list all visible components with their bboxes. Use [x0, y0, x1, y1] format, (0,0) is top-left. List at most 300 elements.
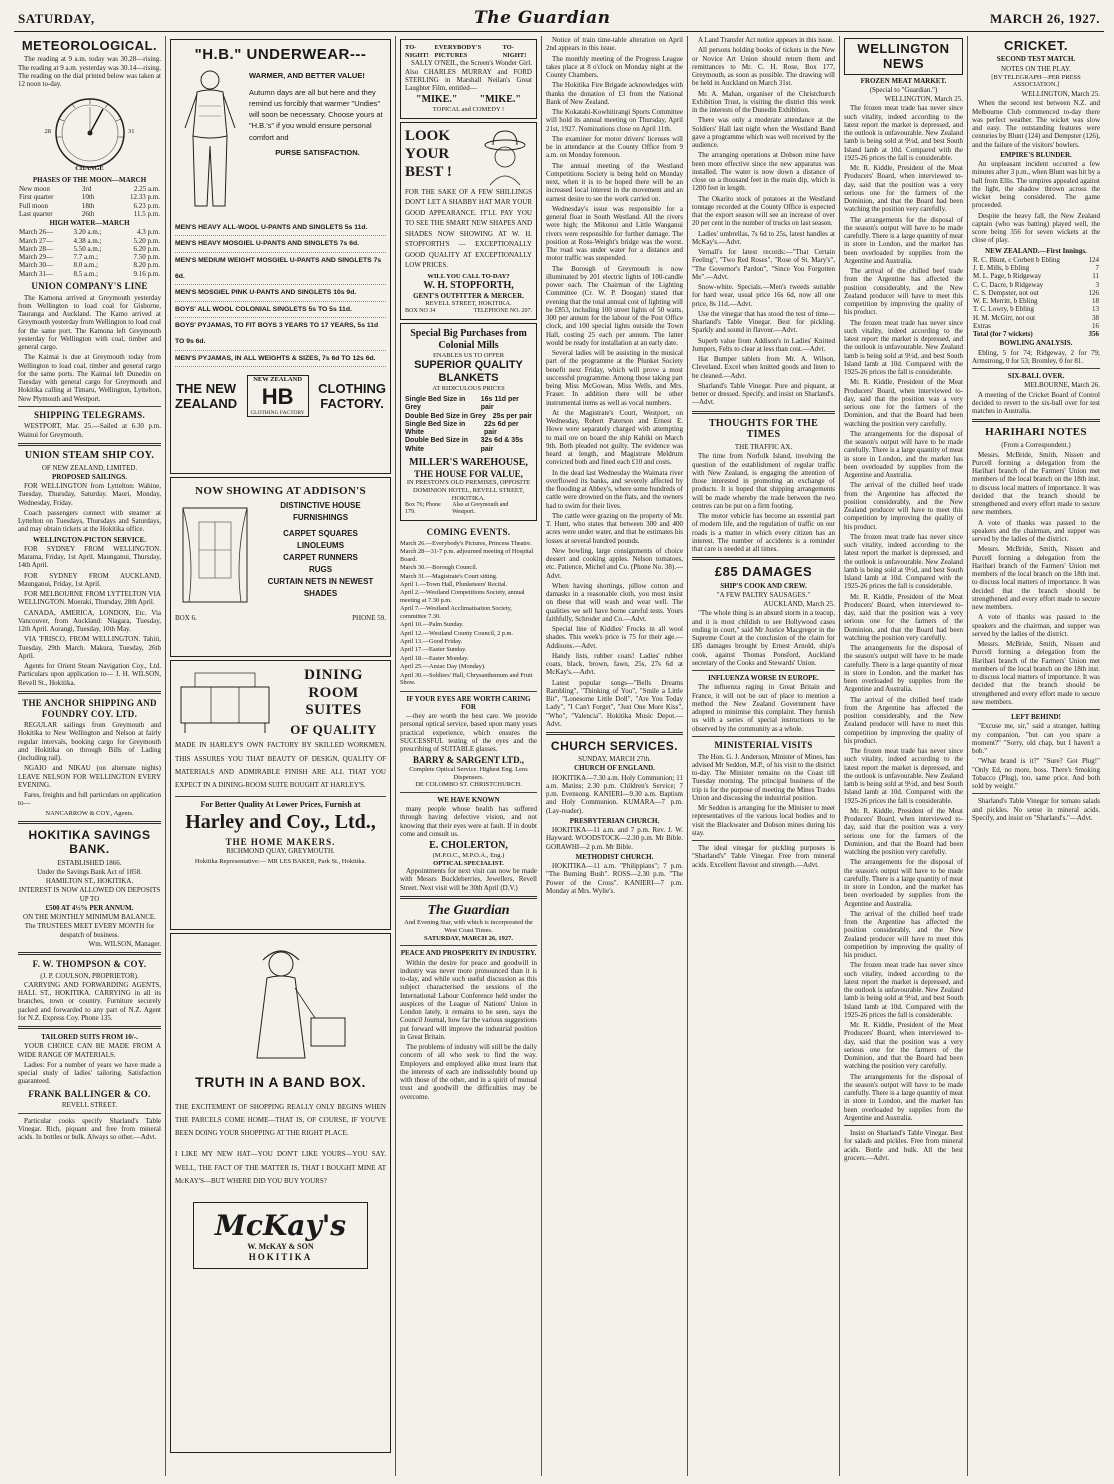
c6-text-1: The frozen meat trade has never since such vitality, indeed according to the latest report the market is depressed, and the outlook is unfavourable. New Zealand lamb is being sold at 9½d, and best South Island lamb at 10d. Compared with the 1925-26 prices the fall is considerable.: [844, 104, 963, 162]
ministerial-text-2: Mr Seddon is arranging for the Minister to meet representatives of the various local bodies and to visit the Blackwater and Dobson mines during his stay.: [692, 804, 835, 837]
peace-prosperity-text-2: The problems of industry will still be the daily concern of all who seek to find the way. Employers and employed alike must learn that the interests of each are indissolubly bound up with those of the other, and in a spirit of mutual trust and goodwill the difficulties may be overcome.: [400, 1043, 537, 1101]
frank-ballinger-street: REVELL STREET.: [61, 1101, 118, 1110]
c5-text-6: Ladies' umbrellas, 7s 6d to 25s, latest handles at McKay's.—Advt.: [692, 229, 835, 246]
sharland-advert: Particular cooks specify Sharland's Table Vinegar. Rich, piquant and free from mineral acids. In bottles or bulk. Always so other.—Advt.: [18, 1116, 161, 1142]
barry-sargent-address: DE COLOMBO ST. CHRISTCHURCH.: [415, 781, 522, 789]
anchor-shipping-heading: THE ANCHOR SHIPPING AND FOUNDRY COY. LTD.: [22, 697, 157, 719]
high-water-cell: 4.38 a.m.;: [73, 236, 102, 245]
blanket-price-row: [405, 396, 532, 413]
innings-row: [972, 264, 1100, 272]
addisons-sub: DISTINCTIVE HOUSE FURNISHINGS: [280, 500, 361, 522]
innings-row: [972, 281, 1100, 289]
harihari-text: Messrs. McBride, Smith, Nissen and Purcell forming a delegation from the Harihari branch of the Farmers' Union met members of the local branch on the 18th inst. to discuss local matters of importance. It was decided that the branch should be strengthened and every effort made to secure new members.: [972, 450, 1100, 517]
usc-wellington: FOR WELLINGTON from Lyttelton: Wahine, Tuesday, Thursday, Saturday. Maori, Monday, Wednesday, Friday.: [18, 482, 161, 507]
barry-sargent-name: BARRY & SARGENT LTD.,: [412, 755, 525, 766]
eyes-text: —they are worth the best care. We provide personal optical service, based upon many years practical experience, which ensures the SUCCESSFUL testing of the eyes and the prescribing of SUITABLE glasses.: [400, 712, 537, 754]
man-in-hat-illustration-icon: [478, 127, 532, 187]
man-in-underwear-illustration-icon: [175, 66, 245, 216]
mckays-advert: [170, 933, 391, 1453]
topical-comedy: TOPICAL and COMEDY !: [432, 106, 505, 114]
anchor-text: REGULAR sailings from Greymouth and Hokitika to New Wellington and Nelson at fairly regular intervals, booking cargo for Greymouth and Hokitika on through Bills of Lading (including rail).: [18, 721, 161, 763]
high-water-cell: 5.20 p.m.: [133, 236, 160, 245]
coming-event-item: April 17.—Easter Sunday.: [400, 646, 467, 654]
hb-price-item: MEN'S MEDIUM WEIGHT MOSGIEL U-PANTS AND SINGLETS 7s 6d.: [175, 253, 386, 285]
coming-event-item: April 25.—Anzac Day (Monday).: [400, 663, 486, 671]
addisons-heading: NOW SHOWING AT ADDISON'S: [195, 485, 366, 497]
moon-phase-cell: Full moon: [19, 201, 48, 210]
moon-phase-cell: 18th: [81, 201, 95, 210]
ideal-vinegar: The ideal vinegar for pickling purposes is "Sharland's" Table Vinegar. Free from mineral acids. Excellent flavour and strength.—Advt.: [692, 844, 835, 869]
bank-street: HAMILTON ST., HOKITIKA.: [45, 877, 134, 886]
harley-rep: Hokitika Representative:— MR LES BAKER, Park St., Hokitika.: [194, 858, 367, 866]
barometer-left-label: 28: [44, 127, 51, 135]
everybodys-pictures: EVERYBODY'S PICTURES: [434, 44, 482, 59]
column-3: [396, 36, 542, 1476]
ministerial-heading: MINISTERIAL VISITS: [714, 739, 813, 750]
hb-logo-letters: HB: [261, 383, 294, 409]
harihari-heading: HARIHARI NOTES: [985, 426, 1087, 439]
blanket-price: 32s 6d & 35s pair: [480, 437, 523, 453]
column-6: [840, 36, 968, 1476]
hb-factory: FACTORY.: [320, 396, 384, 412]
bank-act: Under the Savings Bank Act of 1858.: [37, 867, 142, 876]
hb-price-list: [175, 220, 386, 368]
hb-underwear-heading: "H.B." UNDERWEAR---: [194, 46, 367, 63]
bank-trustees: The TRUSTEES MEET EVERY MONTH for despatch of business.: [24, 922, 155, 939]
c4-notice: Notice of train time-table alteration on April 2nd appears in this issue.: [546, 36, 683, 53]
innings-cell: R. C. Blunt, c Corbett b Ebling: [973, 255, 1060, 264]
addisons-phone: PHONE 59.: [352, 613, 386, 622]
ministerial-text: The Hon. G. J. Anderson, Minister of Mines, has advised Mr Seddon, M.P., of his visit to the district to-day. The Minister remains on the Coast till Tuesday morning. The principal business of the trip is for the purpose of meeting the Mines Trades Union and discussing the industrial position.: [692, 752, 835, 802]
harley-advert: [170, 660, 391, 930]
coming-event-item: March 31.—Magistrate's Court sitting.: [400, 572, 498, 580]
hb-price-item: MEN'S MOSGIEL PINK U-PANTS AND SINGLETS 10s 9d.: [175, 285, 386, 302]
hb-purse-satisfaction: PURSE SATISFACTION.: [275, 147, 360, 157]
millers-box: Box 76; Phone 179.: [405, 502, 441, 516]
bowling-heading: BOWLING ANALYSIS.: [999, 339, 1073, 348]
cholerton-role: OPTICAL SPECIALIST.: [433, 859, 504, 867]
c5-text-9: Use the vinegar that has stood the test of time—Sharland's Table Vinegar. Best for pickling. Sparkly and sound in flavour.—Advt.: [692, 309, 835, 335]
dining-room-illustration: [175, 665, 386, 739]
bank-established: ESTABLISHED 1866.: [57, 858, 122, 867]
c4-text-8: Several ladies will be assisting in the musical part of the programme at the Plunket Society benefit next Friday, which will prove a most successful programme. Among those taking part being Miss McGowan, Miss Wells, and Mrs. Fraser. In addition there will be other instrumental items as well as vocal numbers.: [546, 349, 683, 407]
church-england-heading: CHURCH OF ENGLAND.: [574, 764, 655, 773]
addisons-advert: [170, 477, 391, 657]
usc-picton: WELLINGTON-PICTON SERVICE.: [32, 535, 147, 544]
hb-price-item: BOYS' ALL WOOL COLONIAL SINGLETS 5s TO 5s 11d.: [175, 302, 386, 319]
church-method-heading: METHODIST CHURCH.: [575, 852, 654, 861]
high-water-cell: March 28—: [19, 244, 54, 253]
best-word: BEST !: [405, 163, 452, 180]
innings-cell: 18: [1092, 297, 1099, 306]
high-water-cell: 6.20 p.m.: [133, 244, 160, 253]
moon-phase-cell: 11.5 p.m.: [133, 209, 160, 218]
church-england-text: HOKITIKA—7.30 a.m. Holy Communion; 11 a.m. Matins; 2.30 p.m. Children's Service; 7 p.m. Evensong. KANIERI—9.30 a.m. Baptism and Holy Communion. KUMARA—7 p.m. (Lay-reader).: [546, 773, 683, 815]
dining-room-sub: OF QUALITY: [290, 722, 377, 738]
stopforth-street: REVELL STREET, HOKITIKA.: [425, 300, 512, 308]
addisons-box: BOX 6.: [175, 613, 197, 622]
c4-text-9: At the Magistrate's Court, Westport, on Wednesday, Robert Paterson and Ernest E. Howe were separately charged with attempting to mail ore on board the ship Kahiki on March 9th. Both pleaded not guilty. The evidence was heard at length, and Magistrate Meldrum convicted both and fined each £10 and costs.: [546, 408, 683, 467]
c5-text-7: Vernall's for latest records:—"That Certain Feeling", "Two Red Roses", "Rose of St. Mary's", "The Governor's Pardon", "Since You Forgotten Me".—Advt.: [692, 248, 835, 281]
c6-text-2e: Mr. R. Kiddle, President of the Meat Producers' Board, when interviewed to-day, said that the position was a very serious one for the farmers of the Dominion, and that the Board had been watching the position very carefully.: [844, 1021, 963, 1071]
innings-cell: H. M. McGirr, not out: [973, 313, 1036, 322]
blanket-price-row: [405, 437, 532, 454]
curtained-window-illustration-icon: [175, 500, 255, 610]
innings-cell: C. S. Dempster, not out: [973, 288, 1039, 297]
c5-text-5: The Okarito stock of potatoes at the Westland tonnage recorded at the County Office is expected that the export season will see an increase of over 20 per cent in the number of trucks on last season.: [692, 194, 835, 228]
c4-text-1: The monthly meeting of the Progress League takes place at 8 o'clock on Monday night at the County Chambers.: [546, 54, 683, 79]
tonight-label-left: TO-NIGHT!: [405, 44, 429, 59]
band-box-text-2: I LIKE MY NEW HAT—YOU DON'T LIKE YOURS—YOU SAY. WELL, THE FACT OF THE MATTER IS, THAT I BOUGHT MINE AT McKAY'S—BUT WHERE DID YOU BUY YOURS?: [175, 1150, 386, 1185]
shipping-telegrams-text: WESTPORT, Mar. 25.—Sailed at 6.30 p.m. Wainui for Greymouth.: [18, 422, 161, 439]
damages-sub: SHIP'S COOK AND CREW.: [720, 581, 807, 590]
moon-phase-row: [18, 185, 161, 193]
mckays-logo: McKay's: [214, 1209, 347, 1243]
c4-text-10: In the dead last Wednesday the Waimata river overflowed its banks, and severely affected by the flooding at Abbey's, where some hundreds of cattle were drowned on the flats, and the owners had to swim for their lives.: [546, 468, 683, 510]
c6-text-3b: The arrangements for the disposal of the season's output will have to be made carefully. There is a large quantity of meat in store in London, and the market has been overloaded by supplies from the Argentine and Australia.: [844, 429, 963, 480]
coming-events-list: [400, 540, 537, 687]
bowling-text: Ebling, 5 for 74; Ridgeway, 2 for 79; Armstrong, 0 for 53; Bromley, 0 for 81.: [972, 348, 1100, 365]
millers-name: MILLER'S WAREHOUSE,: [409, 456, 528, 468]
stopforth-phone: TELEPHONE NO. 207.: [473, 308, 532, 315]
guardian-editorial-sub: And Evening Star, with which is incorporated the West Coast Times.: [404, 919, 533, 935]
coming-event-item: April 1.—Town Hall, Plunketeers' Recital.: [400, 581, 508, 589]
c6-text-2: Mr. R. Kiddle, President of the Meat Producers' Board, when interviewed to-day, said that the position was a very serious one for the farmers of the Dominion, and that the Board had been watching the position very carefully.: [844, 164, 963, 214]
cricket-text-1: When the second test between N.Z. and Melbourne Club commenced to-day there was perfect weather. The wicket was slow and easy. The outstanding features were centuries by Blunt (124) and Dempster (126), and the failure of the visitors' bowlers.: [972, 99, 1100, 149]
innings-scorecard: [972, 256, 1100, 330]
c6-text-2b: Mr. R. Kiddle, President of the Meat Producers' Board, when interviewed to-day, said that the position was a very serious one for the farmers of the Dominion, and that the Board had been watching the position very carefully.: [844, 378, 963, 428]
notes-on-play: NOTES ON THE PLAY.: [1001, 64, 1071, 73]
c4-text-14: Special line of Kiddies' Frocks in all wool shades. This week's price is 75 for their age.—Addisons.—Advt.: [546, 625, 683, 650]
mike-title-right: "MIKE.": [479, 94, 521, 106]
high-water-cell: 8.20 p.m.: [133, 261, 160, 270]
millers-advert: [400, 323, 537, 521]
c4-text-16: Latest popular songs—"Bells Dreams Rambling", "Thinking of You", "Smile a Little Bit", "Lonesome Little Doll", "Are You Today Lady", "I Can't Forget", "Just One More Kiss", "Who", "Valencia". Hokitika Music Depot.—Advt.: [546, 678, 683, 728]
six-ball-heading: SIX-BALL OVER.: [1007, 372, 1065, 381]
cholerton-text: Appointments for next visit can now be made with Messrs Buckleberries, Jewellers, Revell Street. Next visit will be 30th April (D.V.): [400, 867, 537, 892]
harihari-sub: (From a Correspondent.): [1001, 441, 1071, 450]
innings-cell: J. E. Mills, b Ebling: [973, 264, 1030, 273]
masthead-date: MARCH 26, 1927.: [989, 11, 1100, 26]
moon-phase-cell: 26th: [81, 209, 95, 218]
blanket-price-list: [405, 396, 532, 454]
woman-with-hatbox-illustration-icon: [181, 938, 381, 1068]
moon-phase-row: [18, 210, 161, 218]
influenza-text: The influenza raging in Great Britain and France, it will not be out of place to mention a method the New Zealand Government have adopted to minimise this complaint. They furnish us with a series of special instructions to be observed by the community as a whole.: [692, 683, 835, 733]
hb-autumn-text: Autumn days are all but here and they remind us forcibly that warmer "Undies" will soon be necessary. Choose yours at "H.B.'s" if you would ensure personal comfort and: [249, 87, 383, 142]
c5-text-4: The arranging operations at Dobson mine have been more effective since the new apparatus was installed. The water is now down a distance of close on a thousand feet in the main dip, which is 1200 feet in length.: [692, 151, 835, 193]
innings-row: [972, 314, 1100, 322]
c6-text-3e: The arrangements for the disposal of the season's output will have to be made carefully. There is a large quantity of meat in store in London, and the market has been overloaded by supplies from the Argentine and Australia.: [844, 1072, 963, 1122]
innings-cell: T. C. Lowry, b Ebling: [973, 305, 1035, 314]
thoughts-text: The time from Norfolk Island, involving the question of the establishment of regular traffic with New Zealand, is engaging the attention of those interested in promoting an exchange of products. It is hoped that shipping arrangements will be made whereby the trade between the two centres can be put on a firm footing.: [692, 452, 835, 510]
c5-text-1: All persons holding books of tickets in the New or Novice Art Union should return them and remittances to Mr. C. H. Rose, Box 177, Greymouth, as soon as possible. The drawing will be held in Auckland on March 31st.: [692, 46, 835, 88]
innings-row: [972, 272, 1100, 280]
ladies-tailoring-text: Ladies: For a number of years we have made a special study of ladies' tailoring. Satisfaction guaranteed.: [18, 1060, 161, 1086]
mike-title-left: "MIKE.": [416, 94, 458, 106]
mckays-sub: W. McKAY & SON: [247, 1242, 314, 1252]
church-method-text: HOKITIKA—11 a.m. "Philippians"; 7 p.m. "The Burning Bush". ROSS—2.30 p.m. "The Power of the Cross". KANIERI—7 p.m. Monday at Mrs. Wylie's.: [546, 862, 683, 895]
usc-frisco: VIA 'FRISCO, FROM WELLINGTON. Tahiti, Tuesday, 29th March. Makura, Tuesday, 26th April.: [18, 635, 161, 660]
barometer-dial: [18, 91, 161, 173]
coming-event-item: March 26.—Everybody's Pictures, Princess Theatre.: [400, 539, 532, 547]
church-services-heading: CHURCH SERVICES.: [550, 739, 679, 753]
innings-cell: M. L. Page, b Ridgeway: [973, 272, 1042, 281]
innings-row: [972, 322, 1100, 330]
hb-underwear-advert: [170, 39, 391, 474]
harihari-text-c: Messrs. McBride, Smith, Nissen and Purcell forming a delegation from the Harihari branch of the Farmers' Union met members of the local branch on the 18th inst. to discuss local matters of importance. It was decided that the branch should be strengthened and every effort made to secure new members.: [972, 640, 1100, 706]
moon-phase-row: [18, 193, 161, 201]
millers-also: Also at Greymouth and Westport.: [452, 502, 509, 516]
usc-passengers: Coach passengers connect with steamer at Lyttelton on Tuesdays, Thursdays and Saturdays, and may obtain tickets at the Hokitika office.: [18, 508, 161, 534]
stopforth-trade: GENT'S OUTFITTER & MERCER.: [413, 292, 524, 301]
harley-makers: THE HOME MAKERS.: [225, 836, 336, 847]
c6-text-1b: The frozen meat trade has never since such vitality, indeed according to the latest report the market is depressed, and the outlook is unfavourable. New Zealand lamb is being sold at 9½d, and best South Island lamb at 10d. Compared with the 1925-26 prices the fall is considerable.: [844, 318, 963, 377]
choice-text: YOUR CHOICE CAN BE MADE FROM A WIDE RANGE OF MATERIALS.: [18, 1042, 161, 1059]
addisons-item: CARPET RUNNERS: [283, 552, 358, 562]
moon-phase-cell: 3rd: [81, 185, 92, 194]
hb-logo: [247, 375, 309, 417]
union-company-text-2: The Kaimai is due at Greymouth today from Wellington to load coal, timber and general cargo for the same ports. The Kaimai left Dunedin on Tuesday with general cargo for Greymouth and Hokitika calling at Timaru, Wellington, Lyttelton, New Plymouth and Westport.: [18, 353, 161, 403]
c5-text-10: Superb value from Addison's in Ladies' Knitted Jumpers, Felts to clear at less than cost.—Advt.: [692, 336, 835, 353]
coming-event-item: April 12.—Westland County Council, 2 p.m.: [400, 629, 514, 637]
high-water-cell: March 29—: [19, 253, 54, 262]
barry-sargent-text: Complete Optical Service. Highest Eng. Lens Dispensers.: [409, 765, 528, 781]
blanket-size: Double Bed Size in White: [405, 437, 469, 453]
innings-cell: 3: [1095, 280, 1099, 289]
barometer-right-label: 31: [128, 127, 135, 135]
stopforth-advert: [400, 122, 537, 320]
left-behind-text-2: "What brand is it?" "Sure? Got Plug!" "Only Ed, no more, boss. There's Smoking Tobacco (Plug), too, same price. And both sold by weight.": [972, 757, 1100, 791]
c6-text-4: The arrival of the chilled beef trade from the Argentine has affected the position considerably, and the New Zealand producer will have to meet this competition by improving the quality of his product.: [844, 267, 963, 317]
barometer-icon: [45, 91, 135, 171]
have-known-heading: WE HAVE KNOWN: [437, 795, 500, 804]
bank-minimum: ON THE MONTHLY MINIMUM BALANCE.: [23, 913, 156, 922]
c6-text-1d: The frozen meat trade has never since such vitality, indeed according to the latest report the market is depressed, and the outlook is unfavourable. New Zealand lamb is being sold at 9½d, and best South Island lamb at 10d. Compared with the 1925-26 prices the fall is considerable.: [844, 747, 963, 805]
column-5: [688, 36, 840, 1476]
innings-cell: C. C. Dacre, b Ridgeway: [973, 280, 1044, 289]
damages-sub-2: "A FEW PALTRY SAUSAGES.": [716, 590, 811, 599]
c4-text-2: The Hokitika Fire Brigade acknowledges with thanks the donation of £3 from the National Bank of New Zealand.: [546, 81, 683, 106]
harley-name: Harley and Coy., Ltd.,: [185, 811, 376, 834]
c4-text-3: The Kokatahi-Kowhitirangi Sports Committee will hold its annual meeting on Thursday, April 21st, 1927. Nominations close on April 11th.: [546, 108, 683, 133]
hb-zealand: ZEALAND: [175, 396, 238, 412]
coming-events-heading: COMING EVENTS.: [426, 527, 511, 538]
blanket-price: 22s 6d per pair: [483, 420, 519, 437]
innings-row: [972, 305, 1100, 313]
innings-heading: NEW ZEALAND.—First Innings.: [985, 246, 1087, 255]
bank-interest: INTEREST IS NOW ALLOWED ON DEPOSITS UP TO: [18, 886, 161, 903]
high-water-row: [18, 228, 161, 236]
harihari-text-b: Messrs. McBride, Smith, Nissen and Purcell forming a delegation from the Harihari branch of the Farmers' Union met members of the local branch on the 18th inst. to discuss local matters of importance. It was decided that the branch should be strengthened and every effort made to secure new members.: [972, 545, 1100, 612]
influenza-heading: INFLUENZA WORSE IN EUROPE.: [708, 674, 819, 683]
hb-logo-nz: NEW ZEALAND: [253, 376, 303, 384]
high-water-heading: HIGH WATER—MARCH: [49, 219, 130, 228]
addisons-items: [255, 528, 386, 600]
high-water-row: [18, 245, 161, 253]
addisons-item: CURTAIN NETS IN NEWEST SHADES: [267, 576, 374, 598]
blanket-size: Single Bed Size in Grey: [405, 396, 466, 412]
have-known-text: many people whose health has suffered through having defective vision, and not knowing that their eyes were at fault. If in doubt come and consult us.: [400, 805, 537, 838]
high-water-cell: 9.16 p.m.: [133, 269, 160, 278]
c6-text-2d: Mr. R. Kiddle, President of the Meat Producers' Board, when interviewed to-day, said that the position was a very serious one for the farmers of the Dominion, and that the Board had been watching the position very carefully.: [844, 806, 963, 857]
c4-text-6: Wednesday's issue was responsible for a general float in South Westland. All the rivers were high; the Mikonui and Little Wanganui rivers were responsible for further damage. The position at Ross-Weight's bridge was the worst. The road was under water for a distance and motor traffic was suspended.: [546, 204, 683, 263]
left-behind-text: "Excuse me, sir," said a stranger, halting my companion, "but can you spare a moment?" "Sorry, old chap, but I haven't a bob.": [972, 722, 1100, 756]
church-presby-text: HOKITIKA—11 a.m. and 7 p.m. Rev. J. W. Hayward. WOODSTOCK—2.30 p.m. Mr Bible. GORAWHI—2 p.m. Mr Bible.: [546, 826, 683, 851]
thompson-heading: F. W. THOMPSON & COY.: [32, 959, 147, 970]
hb-logo-clothing-factory: CLOTHING FACTORY: [250, 409, 305, 416]
hb-price-item: MEN'S PYJAMAS, IN ALL WEIGHTS & SIZES, 7s 6d TO 12s 6d.: [175, 351, 386, 368]
band-box-text: THE EXCITEMENT OF SHOPPING REALLY ONLY BEGINS WHEN THE PARCELS COME HOME—THAT IS, OF COURSE, IF YOU'VE BEEN DOING YOUR SHOPPING AT THE RIGHT PLACE.: [175, 1102, 386, 1138]
column-1: [14, 36, 166, 1476]
c4-text-12: New bowling, large consignments of choice dessert and cooking apples. Nelson tomatoes, etc. Patience, Michel and Co. (Phone No. 38).—Advt.: [546, 546, 683, 580]
cricket-text-2: An unpleasant incident occurred a few minutes after 3 p.m., when Blunt was hit by a ball from Ellis. The umpires appealed against the light, the shadow thrown across the wicket being considered. The game proceeded.: [972, 160, 1100, 210]
moon-phases-heading: PHASES OF THE MOON—MARCH: [32, 175, 147, 184]
call-today: WILL YOU CALL TO-DAY?: [427, 272, 510, 280]
c4-text-15: Handy lists, rubber coats! Ladies' rubber coats, black, brown, fawn, 25s, 27s 6d at McKay's.—Advt.: [546, 651, 683, 677]
meteorological-heading: METEOROLOGICAL.: [21, 38, 158, 53]
high-water-row: [18, 261, 161, 269]
addisons-item: LINOLEUMS: [296, 540, 345, 550]
ridiculous-prices: AT RIDICULOUS PRICES: [432, 385, 505, 393]
c6-sharland: Insist on Sharland's Table Vinegar. Best for salads and pickles. Free from mineral acids. Bottle and bulk. All the best grocers.—Advt.: [844, 1129, 963, 1162]
c5-text-3: There was only a moderate attendance at the Soldiers' Hall last night when the Westland Band gave a programme which was well received by the audience.: [692, 116, 835, 149]
c5-text-12: Sharland's Table Vinegar. Pure and piquant, at better or dressed. Specify, and insist on Sharland's.—Advt.: [692, 381, 835, 407]
blanket-price: 25s per pair: [492, 412, 532, 420]
thompson-sub: (J. P. COULSON, PROPRIETOR).: [40, 971, 139, 980]
c5-text-8: Snow-white. Specials.—Men's tweeds suitable for hard wear, usual price 16s 6d, now all one price, 8s 11d.—Advt.: [692, 283, 835, 308]
c6-text-3: The arrangements for the disposal of the season's output will have to be made carefully. There is a large quantity of meat in store in London, and the market has been overloaded by supplies from the Argentine and Australia.: [844, 215, 963, 265]
column-7: [968, 36, 1104, 1476]
usc-agents: Agents for Orient Steam Navigation Coy., Ltd. Particulars upon application to— J. H. WILSON, Revell St., Hokitika.: [18, 662, 161, 687]
innings-row: [972, 289, 1100, 297]
innings-cell: 16: [1092, 321, 1099, 330]
innings-cell: 38: [1092, 313, 1099, 322]
second-test-heading: SECOND TEST MATCH.: [996, 55, 1076, 64]
your-word: YOUR: [405, 145, 450, 162]
high-water-row: [18, 253, 161, 261]
innings-row: [972, 297, 1100, 305]
moon-phases-table: [18, 185, 161, 218]
innings-cell: W. E. Merritt, b Ebling: [973, 297, 1038, 306]
millers-house: THE HOUSE FOR VALUE,: [414, 468, 523, 479]
usc-melbourne: FOR MELBOURNE FROM LYTTELTON VIA WELLINGTON. Moeraki, Thursday, 28th April.: [18, 590, 161, 607]
hb-the-new: THE NEW: [176, 381, 237, 397]
c6-text-3d: The arrangements for the disposal of the season's output will have to be made carefully. There is a large quantity of meat in store in London, and the market has been overloaded by supplies from the Argentine and Australia.: [844, 858, 963, 908]
everybodys-pictures-advert: [400, 39, 537, 119]
anchor-ngaio: NGAIO and NIKAU (on alternate nights) LEAVE NELSON FOR WELLINGTON EVERY EVENING.: [18, 764, 161, 789]
anchor-fares: Fares, freights and full particulars on application to—: [18, 791, 161, 808]
harihari-text-2: A vote of thanks was passed to the speakers and the chairman, and supper was served by the ladies of the district.: [972, 518, 1100, 544]
proposed-sailings-heading: PROPOSED SAILINGS.: [51, 472, 128, 481]
c4-text-5: The annual meeting of the Westland Competitions Society is being held on Monday next, when it is to be hoped there will be an increased local interest in the movement and an earnest desire to see the work carried on.: [546, 161, 683, 203]
guardian-editorial-date: SATURDAY, MARCH 26, 1927.: [424, 934, 513, 942]
thoughts-sub: THE TRAFFIC AX.: [734, 443, 793, 452]
union-company-heading: UNION COMPANY'S LINE: [31, 280, 148, 291]
dining-room-heading: DINING ROOM SUITES: [304, 667, 363, 719]
church-presby-heading: PRESBYTERIAN CHURCH.: [569, 816, 660, 825]
meteorological-text: The reading at 9 a.m. today was 30.28—rising. The reading at 9 a.m. yesterday was 30.14—rising. The reading on the dial printed below was taken at 12 noon to-day.: [18, 55, 161, 89]
barometer-change-label: CHANGE: [75, 165, 104, 173]
left-behind-heading: LEFT BEHIND!: [1011, 713, 1061, 722]
blanket-price-row: [405, 413, 532, 421]
c4-text-11: The cattle were grazing on the property of Mr. T. Hunt, who states that between 300 and 400 acres were under water, and that he estimates his losses at several hundred pounds.: [546, 511, 683, 545]
moon-phase-cell: 12.33 p.m.: [130, 193, 160, 202]
enables-us: ENABLES US TO OFFER: [432, 351, 505, 359]
column-2: [166, 36, 396, 1476]
frank-ballinger-heading: FRANK BALLINGER & CO.: [28, 1088, 151, 1099]
c4-text-7: The Borough of Greymouth is now illuminated by 201 electric lights of 100-candle power each. The Chairman of the Lighting Committee (Cr. W. P. Doogan) stated that evening that the total annual cost of lighting will be £853, including 100 street lights of 50 watts, 300 per annum for the labour of the Post Office clock, and 100 special lights outside the Town Hall, costing 25 each per annum. The latter would be ready for installation at an early date.: [546, 264, 683, 347]
sideboard-icon: [175, 667, 275, 737]
bank-rate: £500 AT 4½% PER ANNUM.: [45, 903, 134, 912]
moon-phase-row: [18, 202, 161, 210]
dining-room-text: MADE IN HARLEY'S OWN FACTORY BY SKILLED WORKMEN. THIS ASSURES YOU THAT BEAUTY OF DESIGN, QUALITY OF MATERIALS AND ADMIRABLE FINISH ARE ALL THAT YOU EXPECT IN A DINING-ROOM SUITE BOUGHT AT HARLEY'S.: [175, 741, 386, 790]
coming-event-item: April 18.—Easter Monday.: [400, 654, 469, 662]
high-water-cell: March 26—: [19, 228, 54, 237]
savings-bank-heading: HOKITIKA SAVINGS BANK.: [28, 828, 151, 857]
innings-total-value: 356: [1088, 330, 1099, 339]
usc-auckland: FOR SYDNEY FROM AUCKLAND. Maunganui, Friday, 1st April.: [18, 571, 161, 588]
union-company-text: The Kamona arrived at Greymouth yesterday from Wellington to load coal for Gisborne, Tauranga and Auckland. The Kamo arrived at Greymouth yesterday from Wellington to load coal for the same port. The Kamona left Greymouth yesterday for Wellington with coal, timber and general cargo.: [18, 293, 161, 351]
c6-text-4c: The arrival of the chilled beef trade from the Argentine has affected the position considerably, and the New Zealand producer will have to meet this competition by improving the quality of his product.: [844, 695, 963, 745]
c4-text-13: When having shortings, pillow cotton and damasks in a reasonable cloth, you must insist on these that will wash and wear well. The qualities we sell have borne careful tests. Yours faithfully, Schroder and Co.—Advt.: [546, 581, 683, 623]
hb-clothing: CLOTHING: [318, 381, 386, 397]
high-water-cell: 7.50 p.m.: [133, 253, 160, 262]
high-water-cell: March 31—: [19, 269, 54, 278]
six-ball-text: A meeting of the Cricket Board of Control decided to revert to the six-ball over for test matches in Australia.: [972, 390, 1100, 416]
c5-land: A Land Transfer Act notice appears in this issue.: [698, 36, 834, 44]
wellington-news-heading: WELLINGTON NEWS: [844, 38, 963, 75]
blanket-price-row: [405, 421, 532, 438]
eyes-heading: IF YOUR EYES ARE WORTH CARING FOR: [406, 694, 531, 711]
stopforth-name: W. H. STOPFORTH,: [423, 280, 514, 292]
innings-total: [972, 330, 1100, 338]
superior-blankets: SUPERIOR QUALITY BLANKETS: [414, 359, 523, 385]
c6-text-1c: The frozen meat trade has never since such vitality, indeed according to the latest report the market is depressed, and the outlook is unfavourable. New Zealand lamb is being sold at 9½d, and best South Island lamb at 10d. Compared with the 1925-26 prices the fall is considerable.: [844, 532, 963, 591]
masthead-day: SATURDAY,: [18, 11, 95, 26]
peace-prosperity-heading: PEACE AND PROSPERITY IN INDUSTRY.: [400, 949, 537, 958]
c6-text-3c: The arrangements for the disposal of the season's output will have to be made carefully. There is a large quantity of meat in store in London, and the market has been overloaded by supplies from the Argentine and Australia.: [844, 644, 963, 694]
c6-text-2c: Mr. R. Kiddle, President of the Meat Producers' Board, when interviewed to-day, said that the position was a very serious one for the farmers of the Dominion, and that the Board had been watching the position very carefully.: [844, 592, 963, 642]
frozen-meat-heading: FROZEN MEAT MARKET.: [860, 76, 947, 85]
moon-phase-cell: 10th: [81, 193, 95, 202]
harihari-text-2b: A vote of thanks was passed to the speakers and the chairman, and supper was served by the ladies of the district.: [972, 613, 1100, 638]
special-purchases-heading: Special Big Purchases from Colonial Mills: [410, 328, 527, 351]
high-water-cell: 5.50 a.m.;: [73, 244, 102, 253]
high-water-cell: 8.5 a.m.;: [73, 269, 99, 278]
millers-address: IN PRESTON'S OLD PREMISES, OPPOSITE DOMINION HOTEL, REVELL STREET, HOKITIKA.: [406, 479, 531, 502]
blanket-price: 16s 11d per pair: [480, 396, 519, 412]
high-water-cell: March 30—: [19, 261, 54, 270]
special-to-guardian: (Special to "Guardian."): [869, 85, 938, 94]
cholerton-name: E. CHOLERTON,: [429, 840, 508, 852]
high-water-cell: 3.20 a.m.;: [73, 228, 102, 237]
innings-total-label: Total (for 7 wickets): [973, 330, 1033, 339]
coming-event-item: April 13.—Good Friday.: [400, 638, 463, 645]
innings-row: [972, 256, 1100, 264]
high-water-cell: 8.0 a.m.;: [73, 261, 99, 270]
column-4: [542, 36, 688, 1476]
harley-address: RICHMOND QUAY, GREYMOUTH.: [226, 847, 335, 856]
union-steam-ship-heading: UNION STEAM SHIP COY.: [24, 449, 155, 461]
usc-sydney: FOR SYDNEY FROM WELLINGTON. Marama, Friday, 1st April. Maunganui, Thursday, 14th April.: [18, 544, 161, 570]
hb-price-item: MEN'S HEAVY MOSGIEL U-PANTS AND SINGLETS 7s 6d.: [175, 236, 386, 253]
stopforth-box: BOX NO 34: [405, 308, 436, 315]
c5-text-11: Hat Bumper tablets from Mr. A. Wilson, Cleveland. Excel when knitted goods and linen to be cleaned.—Advt.: [692, 355, 835, 380]
six-ball-dateline: MELBOURNE, March 26.: [1024, 381, 1100, 390]
look-word: LOOK: [405, 127, 451, 144]
high-water-cell: 4.3 p.m.: [137, 228, 160, 237]
